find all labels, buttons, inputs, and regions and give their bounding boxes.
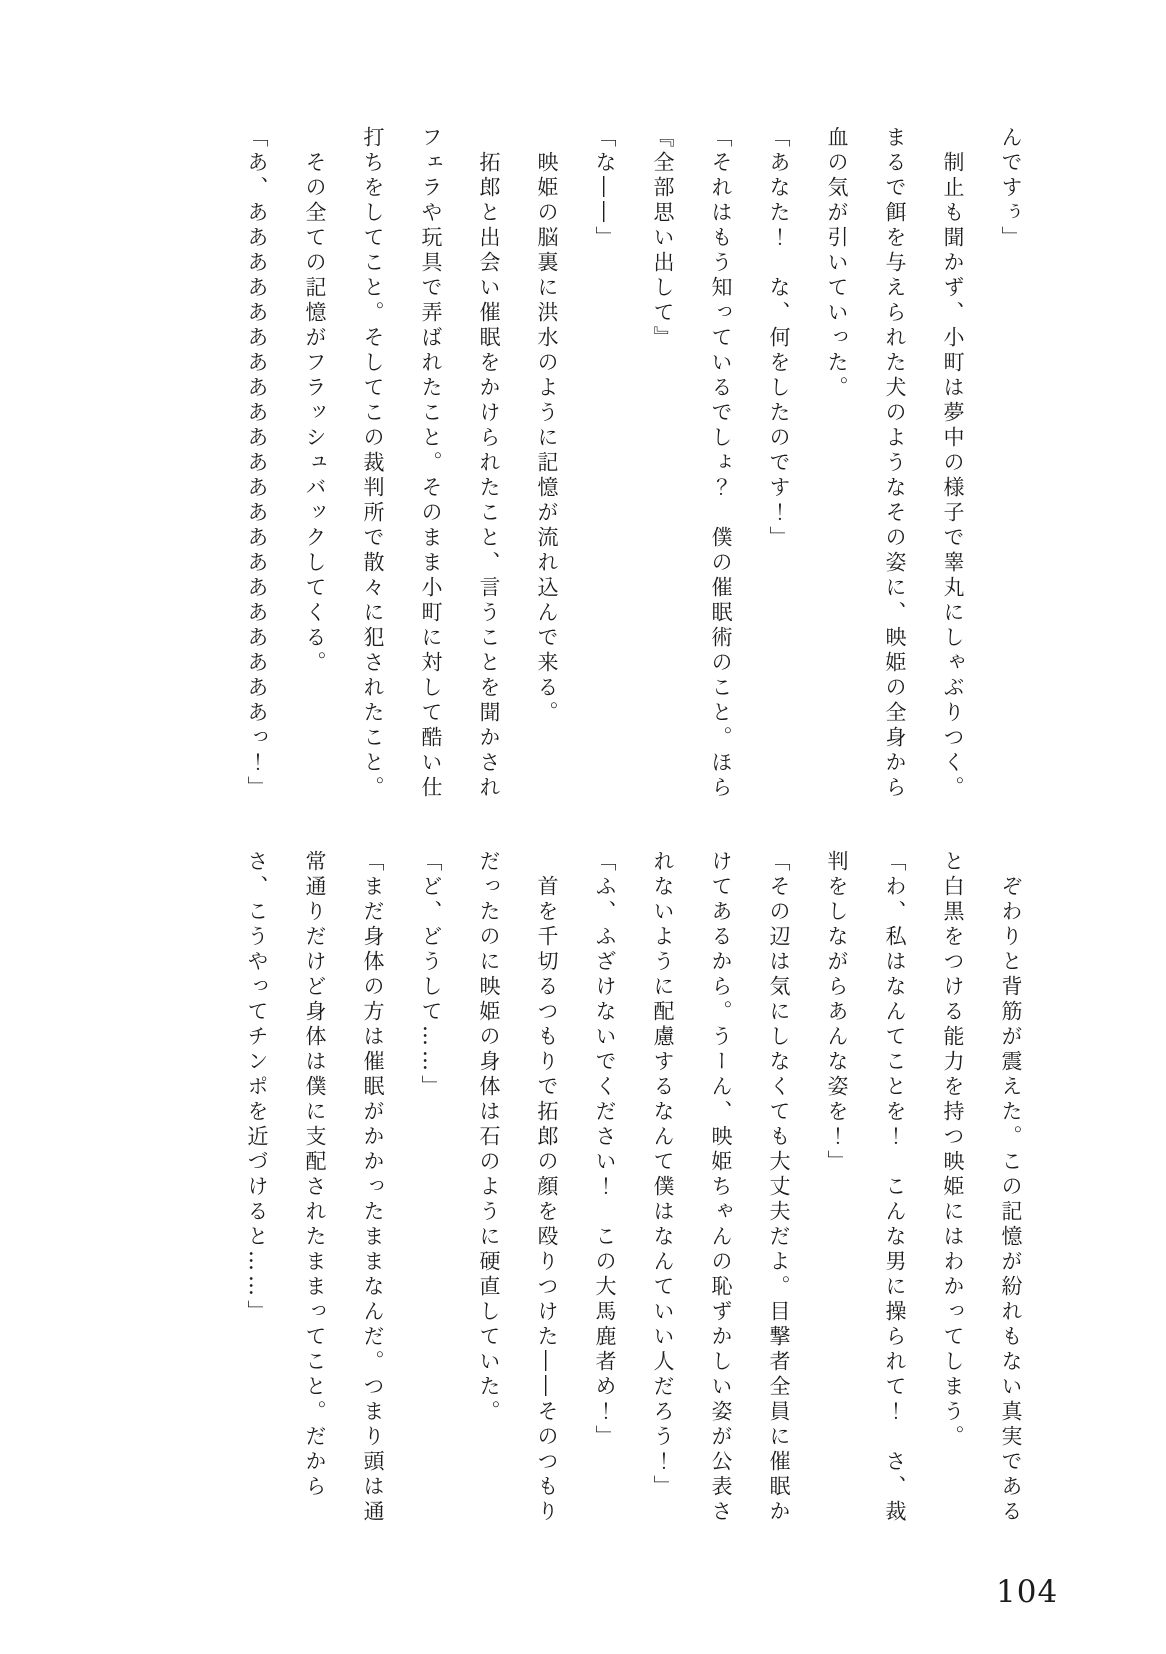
text-line: 「あ、あああああああああああああああああああああっ！」 <box>245 126 269 801</box>
text-line: んですぅ」 <box>999 126 1023 251</box>
text-line: だったのに映姫の身体は石のように硬直していた。 <box>477 850 501 1425</box>
text-line: 「あなた！ な、何をしたのです！」 <box>767 126 791 551</box>
text-line: れないように配慮するなんて僕はなんていい人だろう！」 <box>651 850 675 1500</box>
text-line: 「な――」 <box>593 126 617 251</box>
text-line: と白黒をつける能力を持つ映姫にはわかってしまう。 <box>941 850 965 1450</box>
text-line: 「ふ、ふざけないでください！ この大馬鹿者め！」 <box>593 850 617 1450</box>
page-number: 104 <box>996 1574 1059 1610</box>
text-line: 拓郎と出会い催眠をかけられたこと、言うことを聞かされ <box>477 126 501 801</box>
text-line: まるで餌を与えられた犬のようなその姿に、映姫の全身から <box>883 126 907 801</box>
bottom-text-block <box>228 850 1040 1562</box>
text-line: 「その辺は気にしなくても大丈夫だよ。目撃者全員に催眠か <box>767 850 791 1525</box>
text-line: 常通りだけど身体は僕に支配されたままってこと。だから <box>303 850 327 1500</box>
text-line: 「まだ身体の方は催眠がかかったままなんだ。つまり頭は通 <box>361 850 385 1525</box>
text-line: 首を千切るつもりで拓郎の顔を殴りつけた――そのつもり <box>535 850 559 1525</box>
text-line: 制止も聞かず、小町は夢中の様子で睾丸にしゃぶりつく。 <box>941 126 965 801</box>
text-line: 打ちをしてこと。そしてこの裁判所で散々に犯されたこと。 <box>361 126 385 801</box>
top-text-block <box>228 126 1040 816</box>
text-line: さ、こうやってチンポを近づけると……」 <box>245 850 269 1325</box>
text-line: 血の気が引いていった。 <box>825 126 849 401</box>
text-line: ぞわりと背筋が震えた。この記憶が紛れもない真実である <box>999 850 1023 1525</box>
text-line: 判をしながらあんな姿を！」 <box>825 850 849 1175</box>
text-line: 映姫の脳裏に洪水のように記憶が流れ込んで来る。 <box>535 126 559 726</box>
text-line: その全ての記憶がフラッシュバックしてくる。 <box>303 126 327 676</box>
text-line: 「わ、私はなんてことを！ こんな男に操られて！ さ、裁 <box>883 850 907 1525</box>
text-line: 「ど、どうして……」 <box>419 850 443 1100</box>
text-line: 『全部思い出して』 <box>651 126 675 351</box>
text-line: 「それはもう知っているでしょ？ 僕の催眠術のこと。ほら <box>709 126 733 801</box>
text-line: フェラや玩具で弄ばれたこと。そのまま小町に対して酷い仕 <box>419 126 443 801</box>
text-line: けてあるから。うーん、映姫ちゃんの恥ずかしい姿が公表さ <box>709 850 733 1525</box>
